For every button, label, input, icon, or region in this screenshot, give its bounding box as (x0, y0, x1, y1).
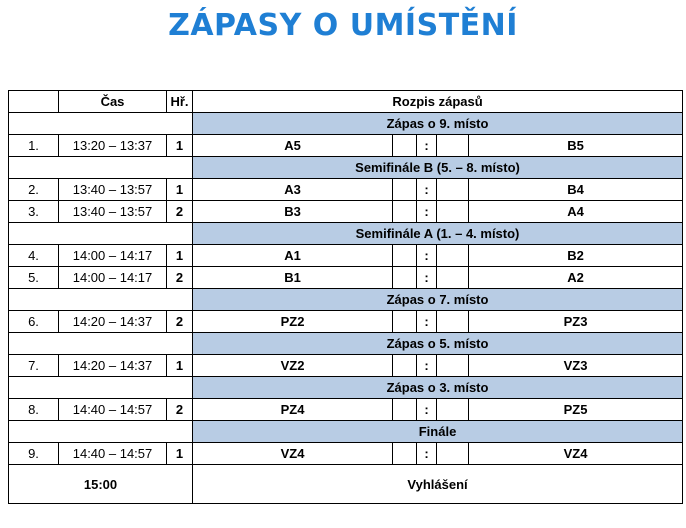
match-pitch: 2 (167, 267, 193, 289)
score-home-cell (393, 179, 417, 201)
match-number: 8. (9, 399, 59, 421)
away-team: PZ5 (469, 399, 683, 421)
match-schedule-table (8, 90, 683, 504)
score-separator: : (417, 399, 437, 421)
match-time: 13:40 – 13:57 (59, 201, 167, 223)
home-team: B1 (193, 267, 393, 289)
section-title: Semifinále B (5. – 8. místo) (193, 157, 683, 179)
home-team: A5 (193, 135, 393, 157)
score-separator: : (417, 201, 437, 223)
home-team: B3 (193, 201, 393, 223)
match-time: 14:00 – 14:17 (59, 245, 167, 267)
match-number: 6. (9, 311, 59, 333)
match-time: 14:20 – 14:37 (59, 311, 167, 333)
section-spacer (9, 223, 193, 245)
away-team: A2 (469, 267, 683, 289)
score-separator: : (417, 267, 437, 289)
match-pitch: 2 (167, 399, 193, 421)
away-team: VZ4 (469, 443, 683, 465)
match-time: 14:00 – 14:17 (59, 267, 167, 289)
section-row (9, 421, 683, 443)
match-pitch: 2 (167, 201, 193, 223)
header-number (9, 91, 59, 113)
score-separator: : (417, 179, 437, 201)
match-row (9, 267, 683, 289)
away-team: B2 (469, 245, 683, 267)
header-row (9, 91, 683, 113)
score-away-cell (437, 201, 469, 223)
home-team: PZ4 (193, 399, 393, 421)
match-number: 1. (9, 135, 59, 157)
score-separator: : (417, 245, 437, 267)
match-time: 14:40 – 14:57 (59, 399, 167, 421)
match-row (9, 355, 683, 377)
match-number: 9. (9, 443, 59, 465)
match-row (9, 179, 683, 201)
score-home-cell (393, 399, 417, 421)
match-pitch: 1 (167, 245, 193, 267)
score-separator: : (417, 443, 437, 465)
score-separator: : (417, 355, 437, 377)
section-spacer (9, 157, 193, 179)
match-pitch: 1 (167, 443, 193, 465)
score-away-cell (437, 245, 469, 267)
score-away-cell (437, 443, 469, 465)
match-row (9, 443, 683, 465)
section-row (9, 333, 683, 355)
section-title: Zápas o 7. místo (193, 289, 683, 311)
score-separator: : (417, 311, 437, 333)
score-home-cell (393, 201, 417, 223)
section-spacer (9, 289, 193, 311)
section-title: Zápas o 9. místo (193, 113, 683, 135)
section-row (9, 377, 683, 399)
match-number: 3. (9, 201, 59, 223)
home-team: PZ2 (193, 311, 393, 333)
home-team: A3 (193, 179, 393, 201)
match-number: 4. (9, 245, 59, 267)
section-title: Semifinále A (1. – 4. místo) (193, 223, 683, 245)
score-away-cell (437, 179, 469, 201)
score-home-cell (393, 135, 417, 157)
match-row (9, 311, 683, 333)
score-separator: : (417, 135, 437, 157)
away-team: A4 (469, 201, 683, 223)
score-away-cell (437, 311, 469, 333)
match-time: 14:40 – 14:57 (59, 443, 167, 465)
score-away-cell (437, 135, 469, 157)
match-number: 2. (9, 179, 59, 201)
score-away-cell (437, 267, 469, 289)
section-row (9, 157, 683, 179)
header-schedule: Rozpis zápasů (193, 91, 683, 113)
ceremony-row (9, 465, 683, 504)
score-home-cell (393, 267, 417, 289)
section-title: Zápas o 5. místo (193, 333, 683, 355)
away-team: PZ3 (469, 311, 683, 333)
section-row (9, 289, 683, 311)
match-pitch: 2 (167, 311, 193, 333)
match-pitch: 1 (167, 135, 193, 157)
match-time: 13:20 – 13:37 (59, 135, 167, 157)
home-team: A1 (193, 245, 393, 267)
header-time: Čas (59, 91, 167, 113)
score-home-cell (393, 443, 417, 465)
home-team: VZ4 (193, 443, 393, 465)
away-team: B4 (469, 179, 683, 201)
score-home-cell (393, 311, 417, 333)
ceremony-time: 15:00 (9, 465, 193, 504)
score-away-cell (437, 399, 469, 421)
score-home-cell (393, 355, 417, 377)
section-spacer (9, 333, 193, 355)
match-number: 5. (9, 267, 59, 289)
match-pitch: 1 (167, 179, 193, 201)
match-row (9, 201, 683, 223)
match-time: 14:20 – 14:37 (59, 355, 167, 377)
section-title: Finále (193, 421, 683, 443)
match-row (9, 135, 683, 157)
section-spacer (9, 377, 193, 399)
section-spacer (9, 421, 193, 443)
section-row (9, 113, 683, 135)
header-hr: Hř. (167, 91, 193, 113)
score-away-cell (437, 355, 469, 377)
match-row (9, 245, 683, 267)
match-row (9, 399, 683, 421)
home-team: VZ2 (193, 355, 393, 377)
match-number: 7. (9, 355, 59, 377)
match-pitch: 1 (167, 355, 193, 377)
page-title: ZÁPASY O UMÍSTĚNÍ (168, 8, 518, 43)
away-team: B5 (469, 135, 683, 157)
section-row (9, 223, 683, 245)
score-home-cell (393, 245, 417, 267)
section-spacer (9, 113, 193, 135)
away-team: VZ3 (469, 355, 683, 377)
ceremony-label: Vyhlášení (193, 465, 683, 504)
section-title: Zápas o 3. místo (193, 377, 683, 399)
match-time: 13:40 – 13:57 (59, 179, 167, 201)
